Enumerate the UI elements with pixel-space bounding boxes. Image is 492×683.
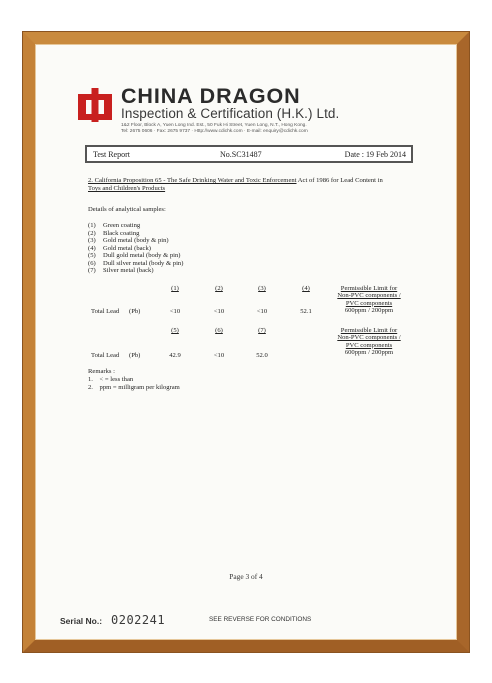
table-header: (2) bbox=[215, 285, 223, 292]
table-header: (4) bbox=[302, 285, 310, 292]
table-cell: 52.1 bbox=[300, 308, 312, 315]
remark-item: 2. ppm = milligram per kilogram bbox=[88, 384, 180, 391]
table-cell: <10 bbox=[213, 352, 225, 359]
address-line: 1&2 Floor, Block A, Yuen Long Ind. Est., 50 Fuk Hi Street, Yuen Long, N.T., Hong Kong. bbox=[121, 123, 307, 128]
remark-item: 1. < = less than bbox=[88, 376, 134, 383]
table-cell: <10 bbox=[256, 308, 268, 315]
table-cell: <10 bbox=[169, 308, 181, 315]
permissible-limit-header: Permissible Limit for Non-PVC components / PVC components 600ppm / 200ppm bbox=[337, 327, 401, 357]
permissible-limit-header: Permissible Limit for Non-PVC components / PVC components 600ppm / 200ppm bbox=[337, 285, 401, 315]
section-title bbox=[88, 177, 418, 194]
table-cell: 52.0 bbox=[256, 352, 268, 359]
letterhead-address bbox=[121, 123, 421, 136]
report-label: Test Report bbox=[93, 150, 130, 159]
china-dragon-logo-icon bbox=[78, 88, 112, 122]
report-date: Date : 19 Feb 2014 bbox=[344, 150, 406, 159]
table-header: (6) bbox=[215, 327, 223, 334]
table-header: (3) bbox=[258, 285, 266, 292]
list-item: (5) Dull gold metal (body & pin) bbox=[88, 252, 181, 259]
list-item: (4) Gold metal (back) bbox=[88, 244, 151, 252]
list-item: (2) Black coating bbox=[88, 229, 140, 237]
see-reverse-notice: SEE REVERSE FOR CONDITIONS bbox=[209, 616, 312, 623]
brand-name: CHINA DRAGON bbox=[121, 84, 301, 108]
table-header: (7) bbox=[258, 327, 266, 334]
row-unit: (Pb) bbox=[129, 308, 141, 315]
row-label: Total Lead bbox=[91, 308, 120, 315]
list-item: (1) Green coating bbox=[88, 222, 141, 229]
table-header: (5) bbox=[171, 327, 179, 334]
report-number: No.SC31487 bbox=[220, 150, 262, 159]
list-item: (3) Gold metal (body & pin) bbox=[88, 237, 169, 244]
table-header: (1) bbox=[171, 285, 179, 292]
table-cell: 42.9 bbox=[169, 352, 181, 359]
report-content bbox=[88, 177, 418, 391]
report-info-box bbox=[85, 145, 413, 163]
details-heading: Details of analytical samples: bbox=[88, 206, 166, 213]
list-item: (6) Dull silver metal (body & pin) bbox=[88, 259, 184, 267]
row-label: Total Lead bbox=[91, 352, 120, 359]
brand-subtitle: Inspection & Certification (H.K.) Ltd. bbox=[121, 106, 340, 121]
serial-number: 0202241 bbox=[111, 613, 166, 627]
row-unit: (Pb) bbox=[129, 352, 141, 359]
remarks-heading: Remarks : bbox=[88, 368, 115, 375]
section-title-rest: Act of 1986 for Lead Content in bbox=[296, 177, 383, 184]
table-cell: <10 bbox=[213, 308, 225, 315]
page-number: Page 3 of 4 bbox=[229, 572, 263, 581]
contact-line: Tel: 2675 0606 · Fax: 2675 9737 · Http://www.cdichk.com · E-mail: enquiry@cdichk.com bbox=[121, 129, 308, 135]
list-item: (7) Silver metal (back) bbox=[88, 267, 154, 274]
section-title-underlined: 2. California Proposition 65 - The Safe Drinking Water and Toxic Enforcement bbox=[88, 177, 297, 184]
section-title-line2: Toys and Children's Products bbox=[88, 185, 166, 193]
letterhead bbox=[78, 86, 418, 134]
serial-label: Serial No.: bbox=[60, 616, 103, 626]
